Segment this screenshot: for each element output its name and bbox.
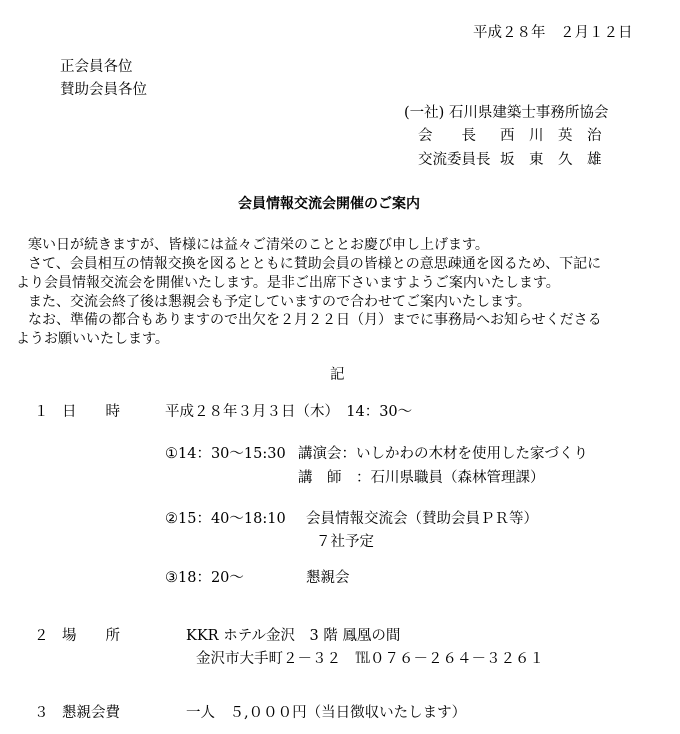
recipient-regular-members: 正会員各位 [60,59,133,75]
body-line-3: より会員情報交流会を開催いたします。是非ご出席下さいますようご案内いたします。 [16,275,560,291]
item-3-number: ３ [34,705,49,721]
item-2-label: 場 所 [62,628,120,644]
body-line-5: なお、準備の都合もありますので出欠を２月２２日（月）までに事務局へお知らせくださる [28,312,602,328]
chair-name: 西 川 英 治 [500,128,602,144]
program-3-text: 懇親会 [306,570,350,586]
program-3-time: ③18：20～ [165,570,244,586]
chair-role: 会 長 [418,128,476,144]
sender-committee-chair [418,151,602,169]
body-line-1: 寒い日が続きますが、皆様には益々ご清栄のこととお慶び申し上げます。 [28,237,489,253]
program-1-time: ①14：30～15:30 [165,446,286,462]
item-3-value: 一人 ５,０００円（当日徴収いたします） [186,705,467,721]
sender-organization: (一社) 石川県建築士事務所協会 [404,105,609,121]
program-1-text: 講演会：いしかわの木材を使用した家づくり [298,446,588,462]
item-2-address: 金沢市大手町２－３２ ℡０７６－２６４－３２６１ [196,651,544,667]
program-2-note: ７社予定 [316,534,374,550]
recipient-supporting-members: 賛助会員各位 [60,82,147,98]
item-1-label: 日 時 [62,404,120,420]
body-line-2: さて、会員相互の情報交換を図るとともに賛助会員の皆様との意思疎通を図るため、下記に [28,256,602,272]
program-1-lecturer: 講 師 ：石川県職員（森林管理課） [298,470,545,486]
ki-heading: 記 [330,367,345,383]
item-2-value: KKR ホテル金沢 3 階 鳳凰の間 [186,628,401,644]
body-line-6: ようお願いいたします。 [16,331,169,347]
item-3-label: 懇親会費 [62,705,120,721]
committee-name: 坂 東 久 雄 [500,152,602,168]
item-2-number: ２ [34,628,49,644]
item-1-value: 平成２８年３月３日（木） 14：30～ [165,404,413,420]
committee-role: 交流委員長 [418,152,491,168]
sender-chair [418,127,602,145]
document-title: 会員情報交流会開催のご案内 [238,196,420,212]
body-line-4: また、交流会終了後は懇親会も予定していますので合わせてご案内いたします。 [28,294,531,310]
program-2-text: 会員情報交流会（賛助会員ＰＲ等） [306,511,538,527]
document-date: 平成２８年 ２月１２日 [473,25,633,41]
program-2-time: ②15：40～18:10 [165,511,286,527]
item-1-number: １ [34,404,49,420]
